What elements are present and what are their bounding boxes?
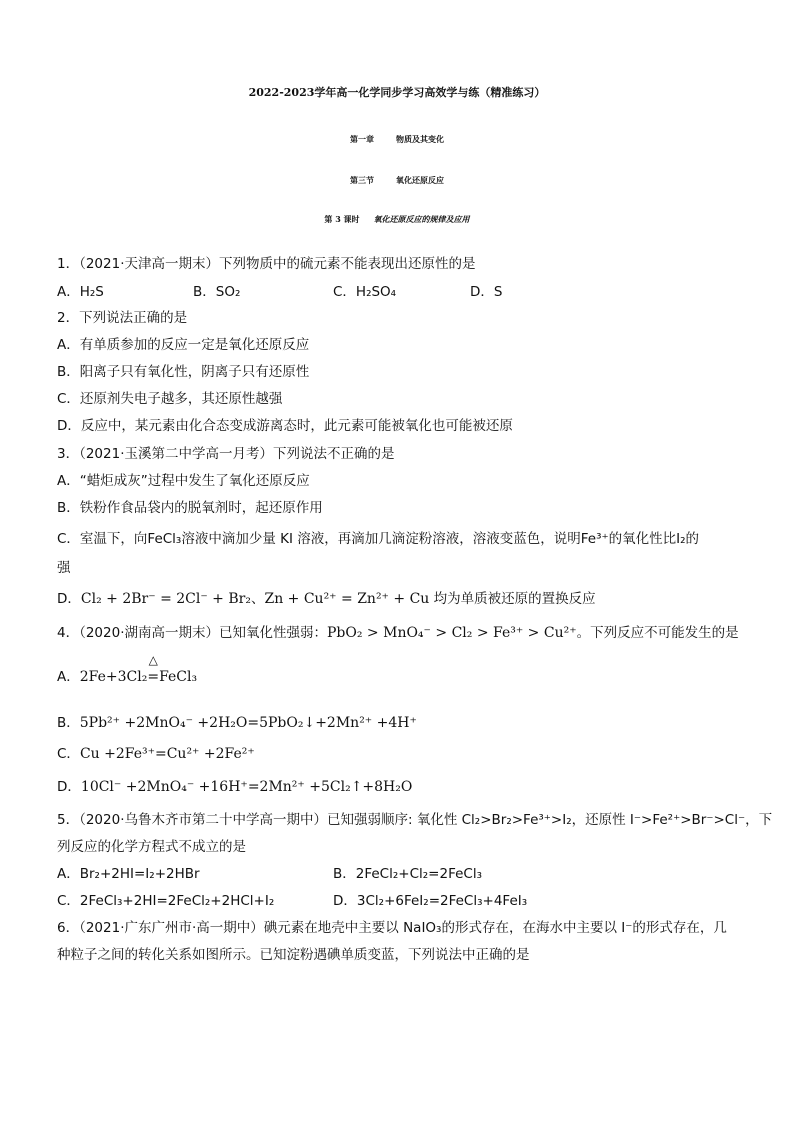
q4-option-a-equals: = xyxy=(147,669,160,685)
q4-option-a xyxy=(57,653,198,685)
q4-stem-prefix: 4．（2020·湖南高一期末）已知氧化性强弱： xyxy=(57,625,327,641)
q4-option-b xyxy=(57,711,417,731)
q4-option-a-heat-equals xyxy=(147,653,160,685)
q3-stem: 3．（2021·玉溪第二中学高一月考）下列说法不正确的是 xyxy=(57,446,395,462)
q1-option-c: C．H₂SO₄ xyxy=(333,284,397,300)
q5-option-a: A．Br₂+2HI=I₂+2HBr xyxy=(57,866,200,882)
q2-option-a: A．有单质参加的反应一定是氧化还原反应 xyxy=(57,337,310,353)
q4-option-b-label: B． xyxy=(57,715,80,731)
q4-option-c-label: C． xyxy=(57,746,80,762)
q4-option-b-equation: 5Pb²⁺ +2MnO₄⁻ +2H₂O=5PbO₂↓+2Mn²⁺ +4H⁺ xyxy=(79,715,417,731)
q4-stem-suffix: 。下列反应不可能发生的是 xyxy=(576,625,739,641)
q3-option-a: A．“蜡炬成灰”过程中发生了氧化还原反应 xyxy=(57,473,310,489)
chapter-name: 物质及其变化 xyxy=(396,134,444,144)
q3-option-b: B．铁粉作食品袋内的脱氧剂时，起还原作用 xyxy=(57,500,323,516)
q4-option-c-equation: Cu +2Fe³⁺=Cu²⁺ +2Fe²⁺ xyxy=(79,746,255,762)
q4-option-d-label: D． xyxy=(57,779,81,795)
q3-option-d-tail: 均为单质被还原的置换反应 xyxy=(433,591,596,607)
q3-option-d-equation-1: Cl₂ + 2Br⁻ = 2Cl⁻ + Br₂ xyxy=(80,591,251,607)
q1-option-d: D．S xyxy=(470,284,503,300)
chapter-number: 第一章 xyxy=(350,134,374,144)
section-number: 第三节 xyxy=(350,175,374,185)
q3-option-d-label: D． xyxy=(57,591,81,607)
q1-option-a: A．H₂S xyxy=(57,284,104,300)
q5-option-c: C．2FeCl₃+2HI=2FeCl₂+2HCl+I₂ xyxy=(57,893,275,909)
q2-stem: 2．下列说法正确的是 xyxy=(57,310,188,326)
q5-stem-line1: 5．（2020·乌鲁木齐市第二十中学高一期中）已知强弱顺序: 氧化性 Cl₂>Br₂>Fe³⁺>I₂，还原性 I⁻>Fe²⁺>Br⁻>Cl⁻，下 xyxy=(57,812,773,828)
q3-option-d-separator: 、 xyxy=(250,591,265,607)
q6-stem-line2: 种粒子之间的转化关系如图所示。已知淀粉遇碘单质变蓝，下列说法中正确的是 xyxy=(57,947,530,963)
lesson-name: 氧化还原反应的规律及应用 xyxy=(373,214,470,224)
q3-option-c-line2: 强 xyxy=(57,560,71,576)
q4-option-a-products: FeCl₃ xyxy=(159,669,198,685)
q5-option-b: B．2FeCl₂+Cl₂=2FeCl₃ xyxy=(333,866,482,882)
q3-option-d xyxy=(57,587,596,607)
heat-triangle-icon: △ xyxy=(148,653,158,667)
q6-stem-line1: 6．（2021·广东广州市·高一期中）碘元素在地壳中主要以 NaIO₃的形式存在，在海水中主要以 I⁻的形式存在，几 xyxy=(57,920,727,936)
q1-stem: 1．（2021·天津高一期末）下列物质中的硫元素不能表现出还原性的是 xyxy=(57,256,476,272)
q4-option-d xyxy=(57,775,412,795)
q4-option-a-reactants: 2Fe+3Cl₂ xyxy=(79,669,148,685)
q1-option-b: B．SO₂ xyxy=(193,284,241,300)
chapter-title xyxy=(0,134,794,145)
main-title: 2022-2023学年高一化学同步学习高效学与练（精准练习） xyxy=(248,86,546,99)
q3-option-c-line1: C．室温下，向FeCl₃溶液中滴加少量 KI 溶液，再滴加几滴淀粉溶液，溶液变蓝色，说明Fe³⁺的氧化性比I₂的 xyxy=(57,531,700,547)
q4-stem xyxy=(57,621,739,641)
q3-option-d-equation-2: Zn + Cu²⁺ = Zn²⁺ + Cu xyxy=(264,591,430,607)
section-name: 氧化还原反应 xyxy=(396,175,444,185)
lesson-number: 第 3 课时 xyxy=(324,214,360,224)
q2-option-d: D．反应中，某元素由化合态变成游离态时，此元素可能被氧化也可能被还原 xyxy=(57,418,513,434)
section-title xyxy=(0,175,794,186)
lesson-title xyxy=(0,214,794,225)
q2-option-b: B．阳离子只有氧化性，阴离子只有还原性 xyxy=(57,364,310,380)
q2-option-c: C．还原剂失电子越多，其还原性越强 xyxy=(57,391,283,407)
q4-option-c xyxy=(57,742,255,762)
q4-stem-equation: PbO₂ > MnO₄⁻ > Cl₂ > Fe³⁺ > Cu²⁺ xyxy=(327,625,577,641)
q5-stem-line2: 列反应的化学方程式不成立的是 xyxy=(57,839,246,855)
q4-option-a-label: A． xyxy=(57,669,80,685)
q4-option-d-equation: 10Cl⁻ +2MnO₄⁻ +16H⁺=2Mn²⁺ +5Cl₂↑+8H₂O xyxy=(80,779,413,795)
q5-option-d: D．3Cl₂+6FeI₂=2FeCl₃+4FeI₃ xyxy=(333,893,528,909)
